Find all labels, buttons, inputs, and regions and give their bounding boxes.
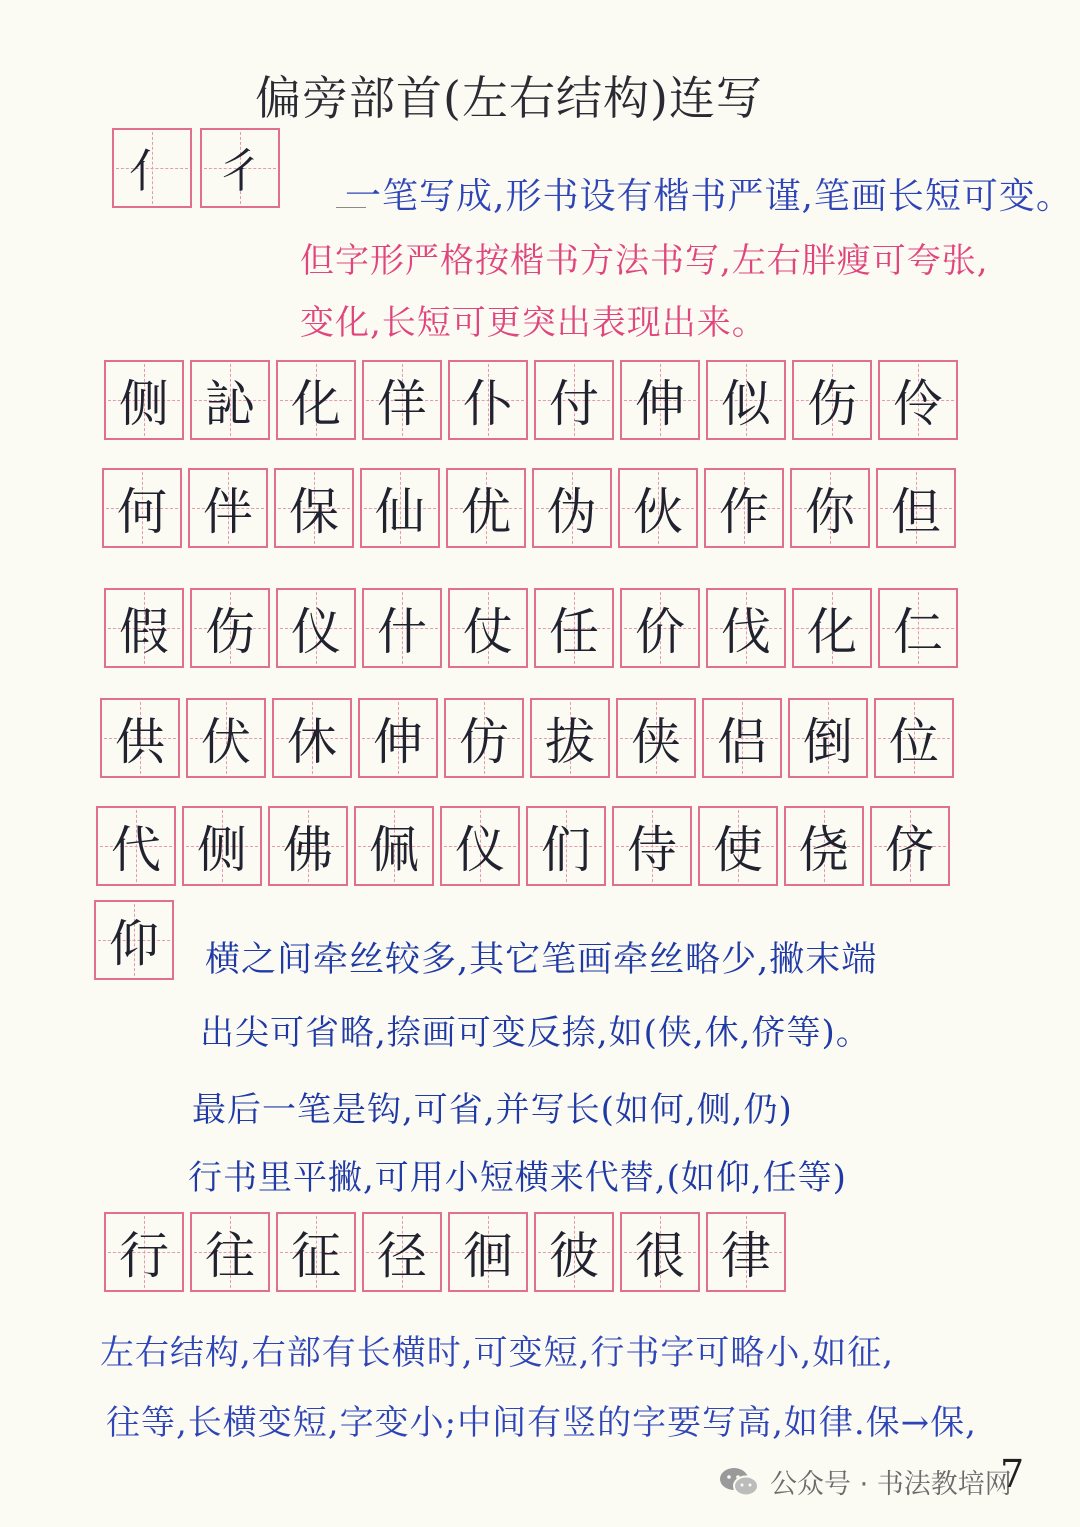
char-cell: 任 [534, 588, 614, 668]
char-cell: 倒 [788, 698, 868, 778]
char-cell: 优 [446, 468, 526, 548]
note-line-4: 行书里平撇,可用小短横来代替,(如仰,任等) [188, 1158, 847, 1198]
char-cell: 往 [190, 1212, 270, 1292]
char-cell: 伙 [618, 468, 698, 548]
radical-cell [200, 128, 280, 208]
char-cell: 侍 [612, 806, 692, 886]
char-cell: 伤 [792, 360, 872, 440]
char-row-4 [100, 698, 954, 778]
char-cell: 价 [620, 588, 700, 668]
char-cell: 什 [362, 588, 442, 668]
char-cell: 作 [704, 468, 784, 548]
radical-char: 彳 [217, 144, 263, 198]
char-row-3 [104, 588, 958, 668]
char-cell: 但 [876, 468, 956, 548]
page-title: 偏旁部首(左右结构)连写 [255, 71, 763, 125]
char-cell: 代 [96, 806, 176, 886]
char-row-5 [96, 806, 950, 886]
char-cell: 侧 [182, 806, 262, 886]
char-cell: 伶 [878, 360, 958, 440]
char-cell: 你 [790, 468, 870, 548]
char-cell: 保 [274, 468, 354, 548]
char-cell: 拔 [530, 698, 610, 778]
char-cell: 伐 [706, 588, 786, 668]
char-cell: 仆 [448, 360, 528, 440]
chi-radical-row [104, 1212, 786, 1292]
char-cell: 侠 [616, 698, 696, 778]
page-number: 7 [1000, 1452, 1025, 1496]
intro-line-2: 但字形严格按楷书方法书写,左右胖瘦可夸张, [300, 241, 989, 281]
char-cell: 休 [272, 698, 352, 778]
char-cell: 征 [276, 1212, 356, 1292]
char-cell: 们 [526, 806, 606, 886]
char-cell: 使 [698, 806, 778, 886]
char-cell: 訫 [190, 360, 270, 440]
char-cell: 佯 [362, 360, 442, 440]
char-cell: 侧 [104, 360, 184, 440]
char-cell: 佛 [268, 806, 348, 886]
char-cell: 伸 [358, 698, 438, 778]
char-cell: 伏 [186, 698, 266, 778]
char-cell: 侪 [870, 806, 950, 886]
note-line-3: 最后一笔是钩,可省,并写长(如何,侧,仍) [192, 1090, 793, 1130]
char-cell: 仿 [444, 698, 524, 778]
radical-row [112, 128, 280, 208]
watermark-text: 公众号 · 书法教培网 [770, 1469, 1012, 1500]
char-cell: 伴 [188, 468, 268, 548]
char-cell: 付 [534, 360, 614, 440]
char-cell: 行 [104, 1212, 184, 1292]
char-row-1 [104, 360, 958, 440]
char-cell: 供 [100, 698, 180, 778]
char-cell: 伤 [190, 588, 270, 668]
watermark [718, 1462, 1012, 1501]
char-cell: 化 [276, 360, 356, 440]
radical-cell [112, 128, 192, 208]
char-cell: 律 [706, 1212, 786, 1292]
wechat-icon [718, 1466, 760, 1498]
char-cell: 化 [792, 588, 872, 668]
char-cell: 仁 [878, 588, 958, 668]
char-cell: 徊 [448, 1212, 528, 1292]
char-cell: 位 [874, 698, 954, 778]
char-cell: 仙 [360, 468, 440, 548]
char-cell: 仪 [276, 588, 356, 668]
char-row-2 [102, 468, 956, 548]
note2-line-1: 左右结构,右部有长横时,可变短,行书字可略小,如征, [100, 1333, 895, 1373]
char-cell: 径 [362, 1212, 442, 1292]
char-cell: 伸 [620, 360, 700, 440]
char-cell: 彼 [534, 1212, 614, 1292]
single-char-row [94, 900, 174, 980]
char-cell: 似 [706, 360, 786, 440]
intro-line-1: 一笔写成,形书设有楷书严谨,笔画长短可变。 [345, 176, 1073, 217]
char-cell: 仗 [448, 588, 528, 668]
char-cell: 仰 [94, 900, 174, 980]
char-cell: 侣 [702, 698, 782, 778]
char-cell: 侥 [784, 806, 864, 886]
note-line-2: 出尖可省略,捺画可变反捺,如(侠,休,侪等)。 [200, 1013, 871, 1053]
note2-line-2: 往等,长横变短,字变小;中间有竖的字要写高,如律.保→保, [106, 1403, 977, 1443]
note-line-1: 横之间牵丝较多,其它笔画牵丝略少,撇末端 [205, 940, 878, 980]
char-cell: 假 [104, 588, 184, 668]
char-cell: 何 [102, 468, 182, 548]
char-cell: 伪 [532, 468, 612, 548]
intro-line-3: 变化,长短可更突出表现出来。 [300, 303, 767, 343]
radical-char: 亻 [129, 144, 175, 198]
char-cell: 仪 [440, 806, 520, 886]
char-cell: 很 [620, 1212, 700, 1292]
char-cell: 佩 [354, 806, 434, 886]
